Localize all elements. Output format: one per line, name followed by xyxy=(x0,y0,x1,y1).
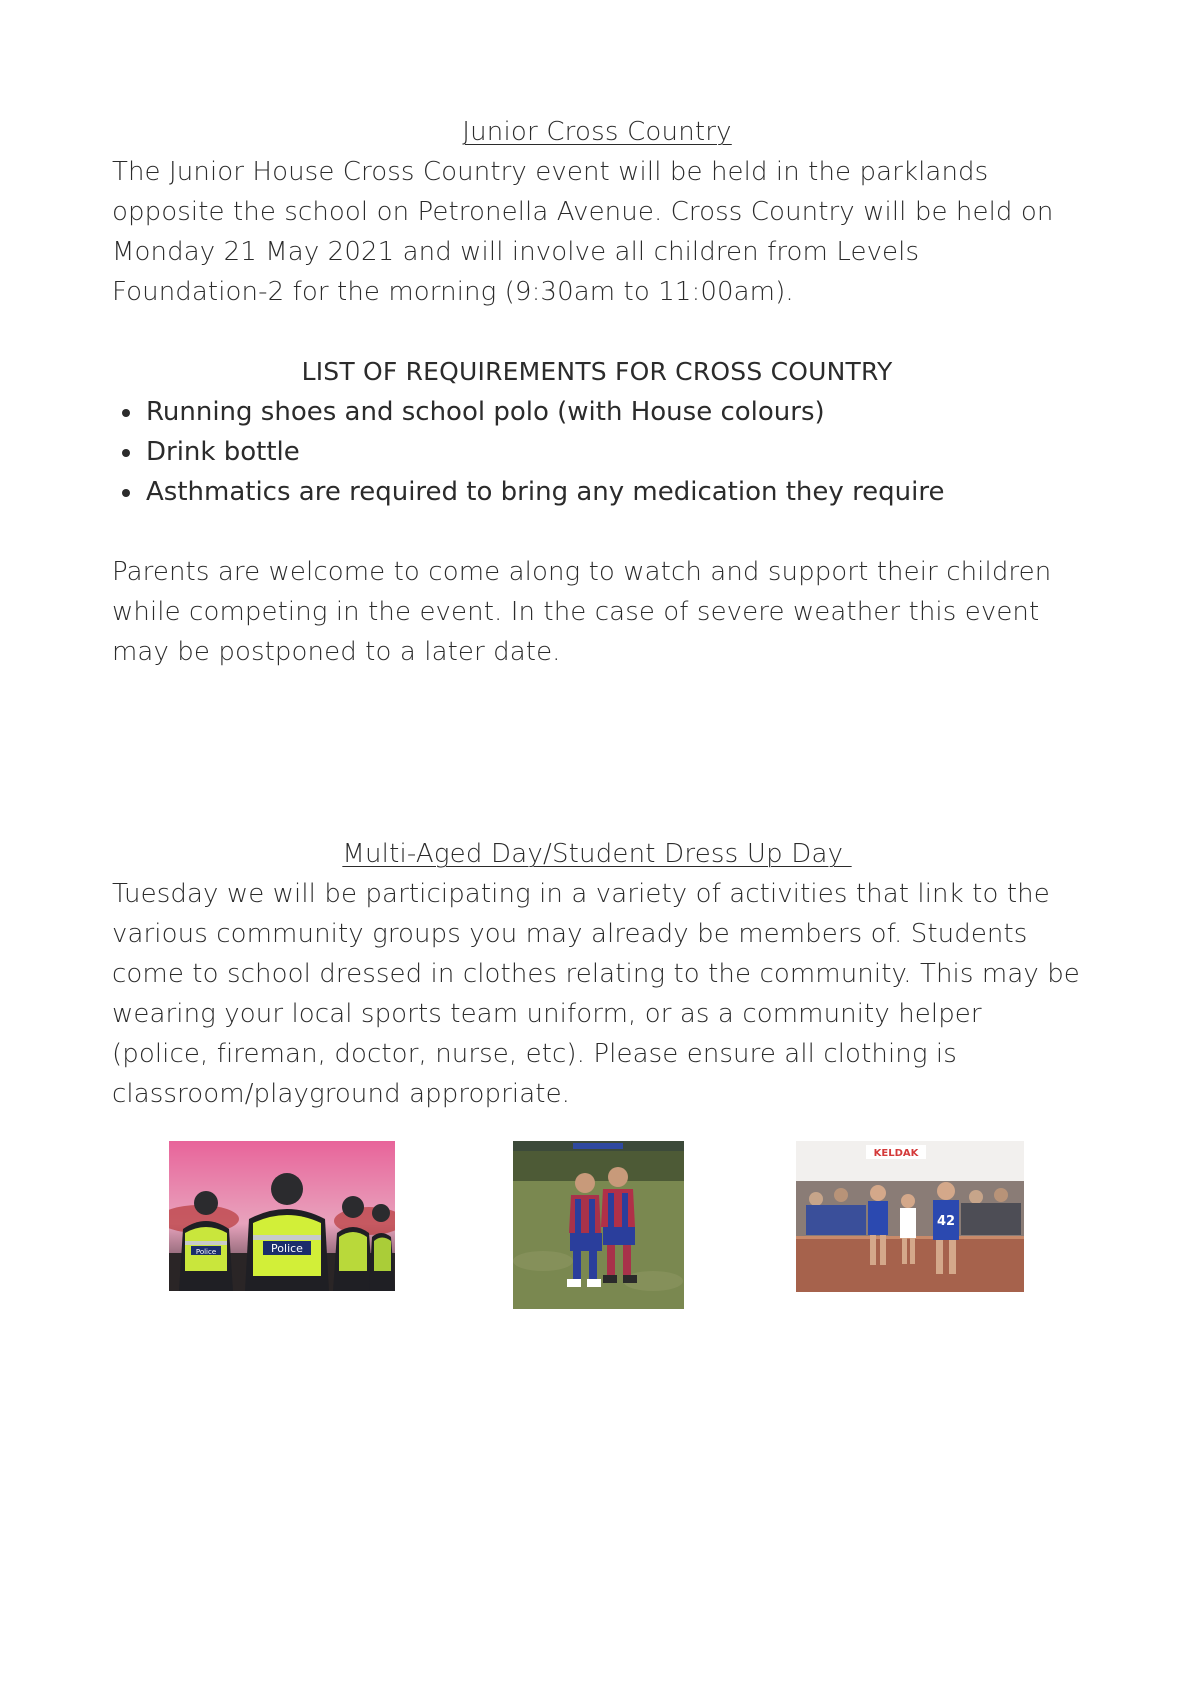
jersey-number: 42 xyxy=(936,1214,956,1229)
document-page xyxy=(112,112,1082,1114)
requirement-item: • Asthmatics are required to bring any medication they require xyxy=(144,472,1082,512)
requirement-item: • Drink bottle xyxy=(144,432,1082,472)
cross-country-paragraph: The Junior House Cross Country event will be held in the parklands opposite the school on Petronella Avenue. Cross Country will be held on Monday 21 May 2021 and will involve all children from Levels Foundation-2 for the morning (9:30am to 11:00am). xyxy=(112,157,1054,307)
football-kids-photo xyxy=(513,1141,684,1309)
police-vest-text: Police xyxy=(271,1242,303,1255)
basketball-kids-photo xyxy=(796,1141,1024,1292)
dress-up-paragraph: Tuesday we will be participating in a variety of activities that link to the various community groups you may already be members of. Students come to school dressed in clothes relating to the community. This may be wearing your local sports team uniform, or as a community helper (police, fireman, doctor, nurse, etc). Please ensure all clothing is classroom/playground appropriate. xyxy=(112,879,1080,1109)
police-vest-text-small: Police xyxy=(195,1248,217,1256)
parents-paragraph: Parents are welcome to come along to watch and support their children while competing in the event. In the case of severe weather this event may be postponed to a later date. xyxy=(112,557,1052,667)
banner-text: KELDAK xyxy=(873,1148,919,1159)
requirement-item: • Running shoes and school polo (with House colours) xyxy=(144,392,1082,432)
requirements-heading: LIST OF REQUIREMENTS FOR CROSS COUNTRY xyxy=(301,357,893,386)
police-photo xyxy=(169,1141,395,1291)
cross-country-heading: Junior Cross Country xyxy=(462,117,732,147)
dress-up-heading: Multi-Aged Day/Student Dress Up Day xyxy=(342,839,852,869)
requirements-list xyxy=(112,392,1082,512)
